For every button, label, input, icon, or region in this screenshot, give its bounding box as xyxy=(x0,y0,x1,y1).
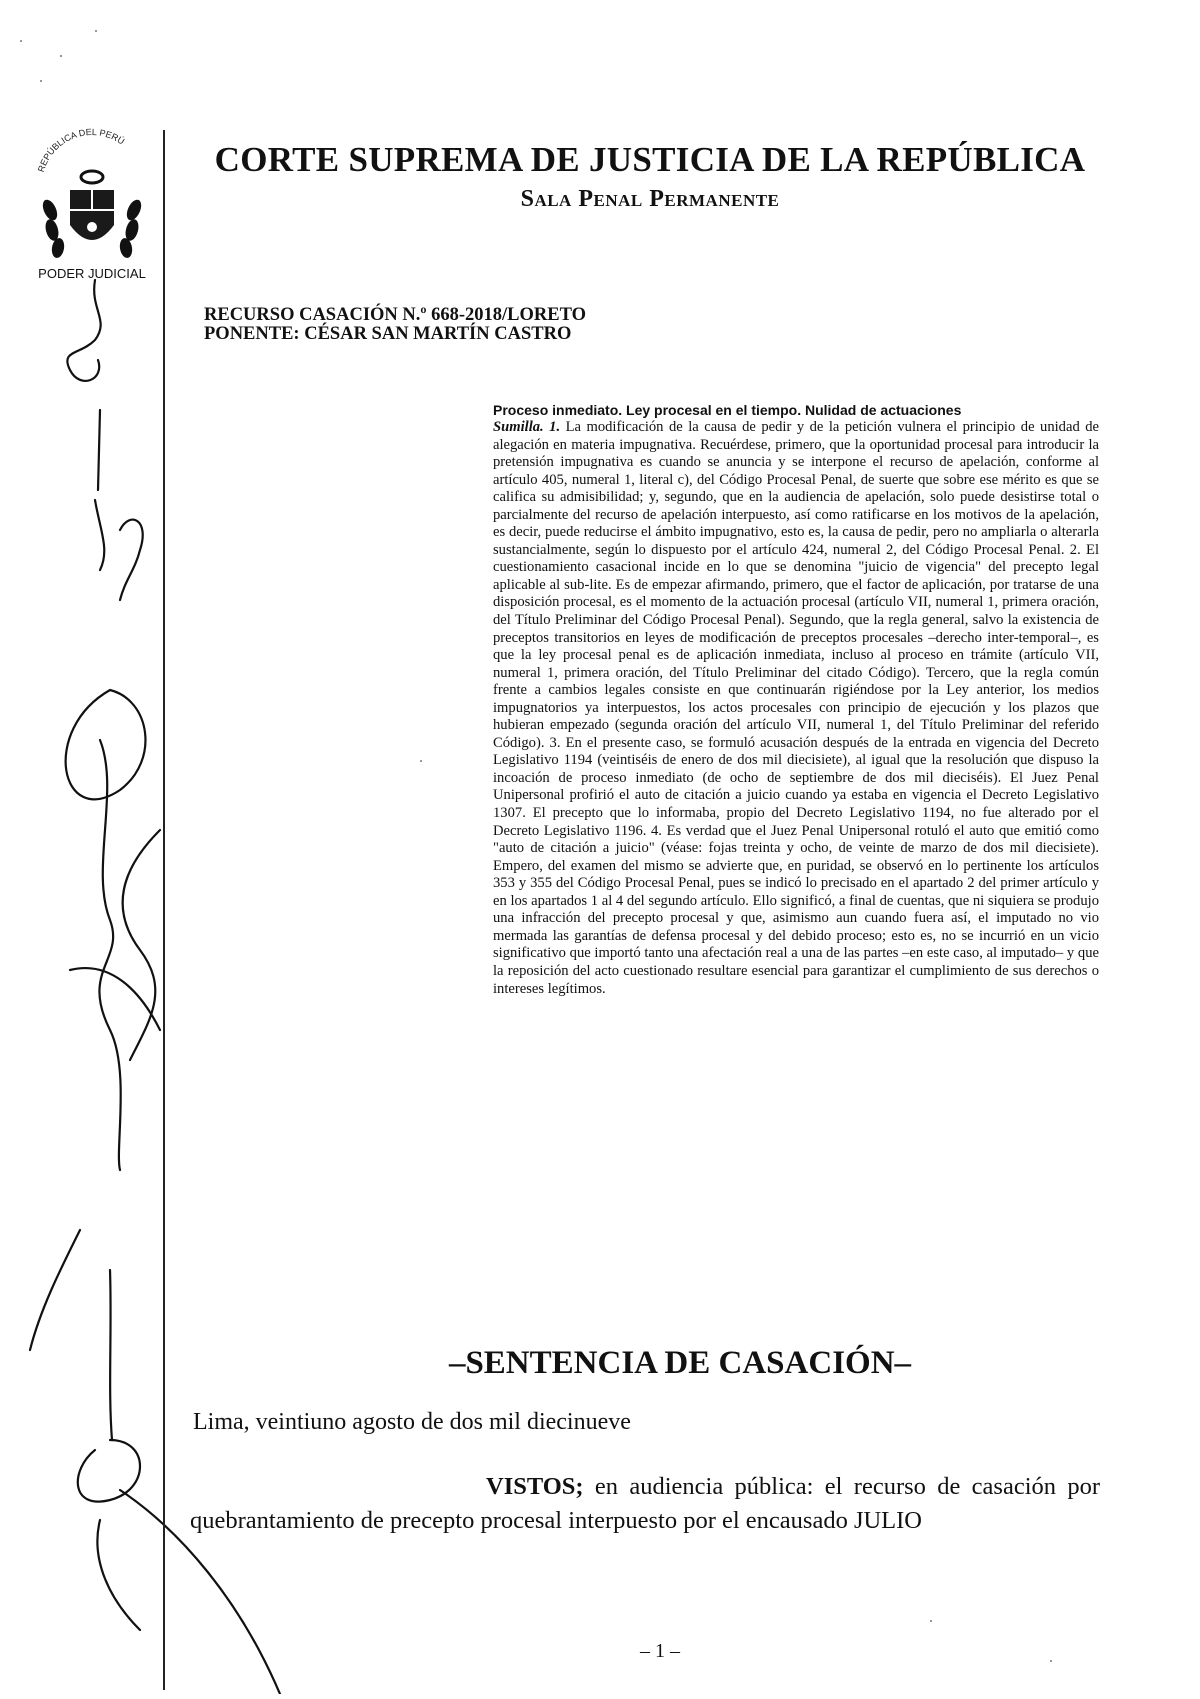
judiciary-seal xyxy=(22,115,162,285)
margin-rule xyxy=(163,130,165,1690)
summary-label: Sumilla. 1. xyxy=(493,419,561,435)
svg-text:REPÚBLICA DEL PERÚ xyxy=(36,127,126,173)
vistos-lead: VISTOS; xyxy=(486,1473,584,1500)
summary-block xyxy=(493,401,1099,998)
summary-body xyxy=(493,419,1099,998)
case-number: RECURSO CASACIÓN N.º 668-2018/LORETO xyxy=(204,305,586,325)
vistos-text: en audiencia pública: el recurso de casación por quebrantamiento de precepto procesal interpuesto por el encausado JULIO xyxy=(190,1473,1100,1534)
case-rapporteur: PONENTE: CÉSAR SAN MARTÍN CASTRO xyxy=(204,324,572,344)
summary-heading: Proceso inmediato. Ley procesal en el tiempo. Nulidad de actuaciones xyxy=(493,402,962,418)
coat-of-arms-icon xyxy=(22,115,162,285)
summary-text: La modificación de la causa de pedir y de la petición vulnera el principio de unidad de alegación en materia impugnativa. Recuérdese, primero, que la oportunidad procesal para introducir la pretensión impugnativa es cuando se anuncia y se interpone el recurso de apelación, conforme al artículo 405, numeral 1, literal c), del Código Procesal Penal, de suerte que sobre ese mérito es que se califica su admisibilidad; y, segundo, que en la audiencia de apelación, solo puede desistirse total o parcialmente del recurso de apelación interpuesto, así como ratificarse en los motivos de la apelación, es decir, puede reducirse el ámbito impugnativo, esto es, la causa de pedir, pero no ampliarla o alterarla sustancialmente, según lo dispuesto por el artículo 424, numeral 2, del Código Procesal Penal. 2. El cuestionamiento casacional incide en lo que se denomina "juicio de vigencia" del precepto legal aplicable al sub-lite. Es de empezar afirmando, primero, que el factor de aplicación, por tratarse de una disposición procesal, es el momento de la actuación procesal (artículo VII, numeral 1, primera oración, del Título Preliminar del Código Procesal Penal). Segundo, que la regla general, salvo la existencia de preceptos transitorios en leyes de modificación de preceptos procesales –derecho inter-temporal–, es que la ley procesal penal es de aplicación inmediata, incluso al proceso en trámite (artículo VII, numeral 1, primera oración, del Título Preliminar del citado Código). Tercero, que la regla común frente a cambios legales consiste en que continuarán rigiéndose por la Ley anterior, los medios impugnatorios ya interpuestos, los actos procesales con principio de ejecución y los plazos que hubieran empezado (segunda oración del artículo VII, numeral 1, del Título Preliminar del referido Código). 3. En el presente caso, se formuló acusación después de la entrada en vigencia del Decreto Legislativo 1194 (veintiséis de enero de dos mil diecisiete), al igual que la resolución que dispuso la incoación de proceso inmediato (de ocho de septiembre de dos mil dieciséis). El Juez Penal Unipersonal profirió el auto de citación a juicio cuando ya estaba en vigencia el Decreto Legislativo 1307. El precepto que lo informaba, propio del Decreto Legislativo 1194, no fue alterado por el Decreto Legislativo 1196. 4. Es verdad que el Juez Penal Unipersonal rotuló el auto que emitió como "auto de citación a juicio" (véase: fojas treinta y ocho, de veinte de marzo de dos mil diecisiete). Empero, del examen del mismo se advierte que, en puridad, se observó en lo pertinente los artículos 353 y 355 del Código Procesal Penal, pues se indicó lo precisado en el apartado 2 del primer artículo y en los apartados 1 al 4 del segundo artículo. Ello significó, a final de cuentas, que ni siquiera se produjo una infracción del precepto procesal y que, asimismo aun cuando fuera así, el imputado no vio mermada las garantías de defensa procesal y del debido proceso; esto es, no se incurrió en un vicio significativo que importó tanto una afectación real a una de las partes –en este caso, al imputado– y que la reposición del acto cuestionado resultare esencial para garantizar el cumplimiento de sus derechos o intereses legítimos. xyxy=(493,419,1099,997)
court-title: CORTE SUPREMA DE JUSTICIA DE LA REPÚBLICA xyxy=(214,140,1086,179)
place-date: Lima, veintiuno agosto de dos mil diecinueve xyxy=(193,1409,631,1435)
scan-speck xyxy=(1050,1660,1052,1662)
scan-speck xyxy=(95,30,97,32)
page-number: – 1 – xyxy=(640,1640,680,1662)
scan-speck xyxy=(20,40,22,42)
scan-speck xyxy=(40,80,42,82)
seal-caption: PODER JUDICIAL xyxy=(38,266,146,281)
court-chamber: Sala Penal Permanente xyxy=(520,186,780,212)
seal-arc-text: REPÚBLICA DEL PERÚ xyxy=(35,126,127,174)
scan-speck xyxy=(60,55,62,57)
scan-speck xyxy=(420,760,422,762)
scan-speck xyxy=(930,1620,932,1622)
vistos-paragraph xyxy=(190,1470,1100,1538)
sentence-title: –SENTENCIA DE CASACIÓN– xyxy=(448,1345,912,1381)
